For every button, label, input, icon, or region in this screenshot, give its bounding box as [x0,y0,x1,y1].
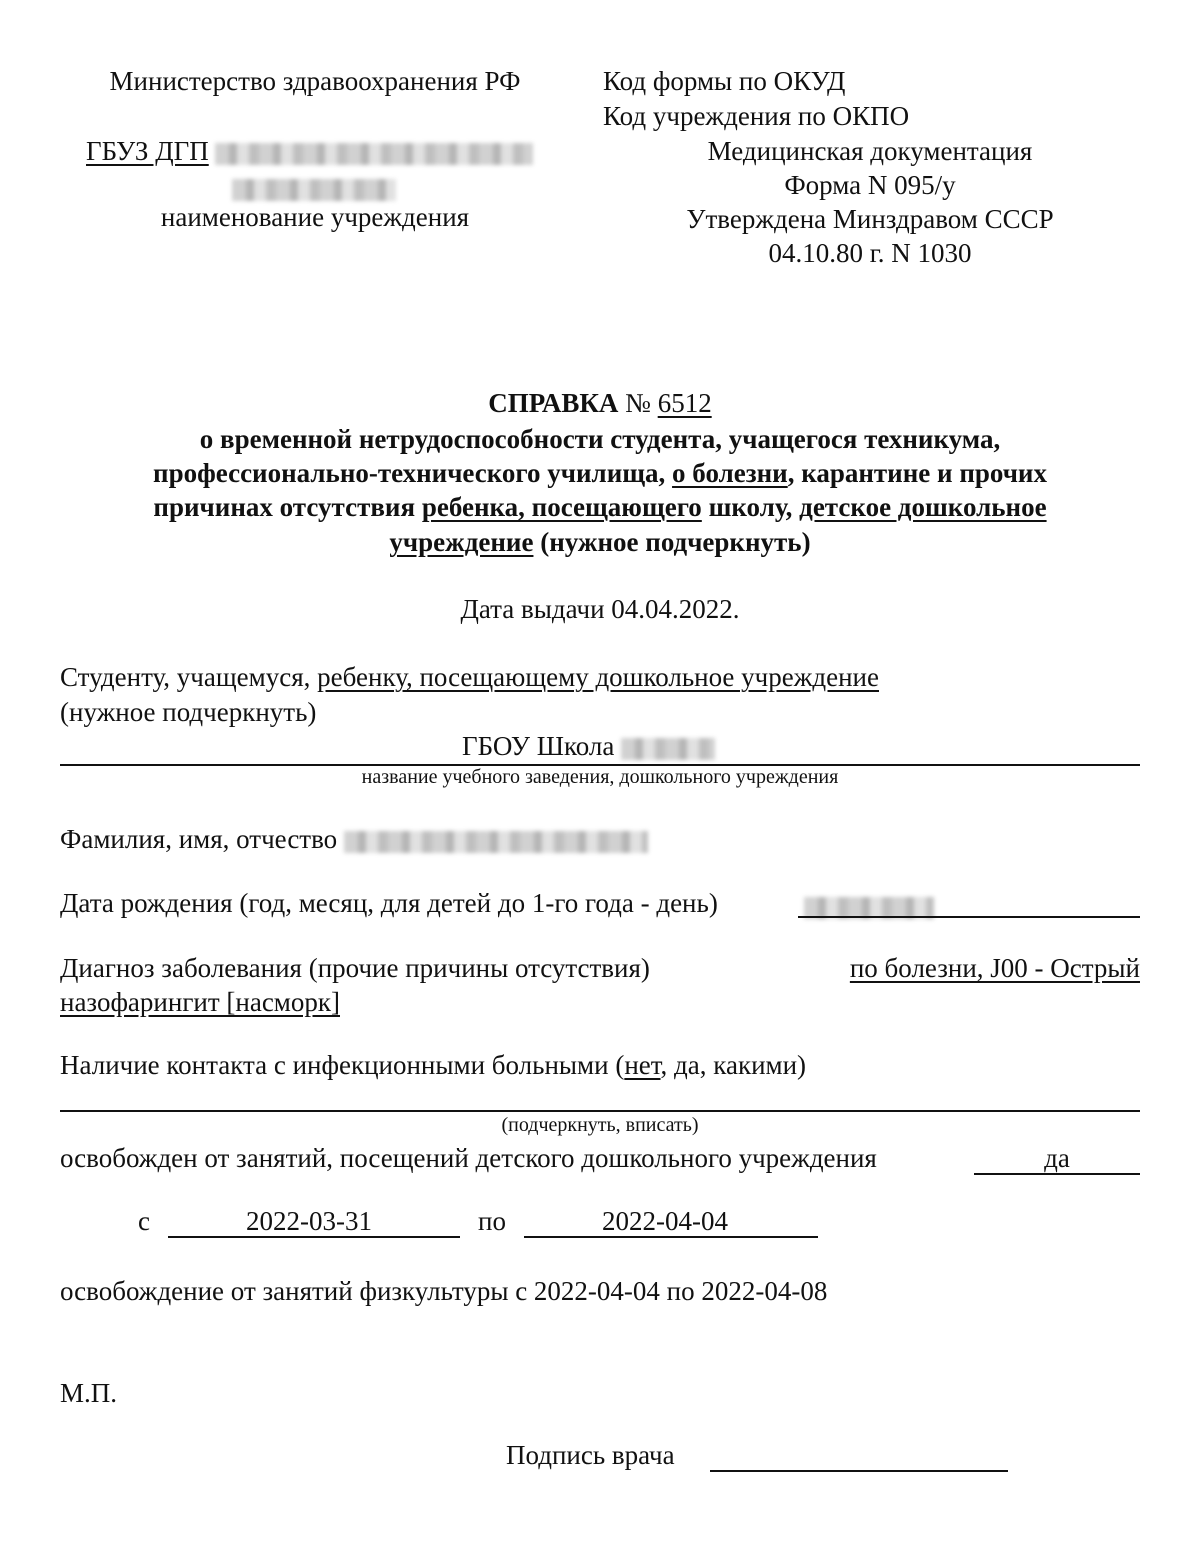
diagnosis-label: Диагноз заболевания (прочие причины отсутствия) [60,953,650,983]
title-line-4 [0,525,1200,560]
contact-no: нет [624,1050,661,1080]
exempt-label: освобожден от занятий, посещений детского дошкольного учреждения [60,1143,877,1173]
okpo-label: Код учреждения по ОКПО [603,101,910,131]
title-line4-institution: учреждение [389,527,534,557]
institution-name [86,136,533,167]
redacted-fio [344,831,648,853]
pe-exemption: освобождение от занятий физкультуры с 2022-04-04 по 2022-04-08 [60,1276,828,1306]
institution-caption: наименование учреждения [160,202,470,232]
exempt-to-field [524,1206,818,1238]
title-line3-child: ребенка, посещающего [421,492,702,522]
contact-label-b: , да, какими) [660,1050,807,1080]
contact-caption: (подчеркнуть, вписать) [501,1114,699,1136]
form-number: Форма N 095/у [784,170,956,200]
school-caption: название учебного заведения, дошкольного учреждения [361,766,839,788]
title-line3-preschool: детское дошкольное [799,492,1047,522]
approved-date: 04.10.80 г. N 1030 [768,238,972,268]
diagnosis-value-2: назофарингит [насморк] [60,987,340,1017]
institution-name-line2 [232,172,396,203]
school-prefix: ГБОУ Школа [462,731,615,761]
title-line4-note: (нужное подчеркнуть) [540,527,811,557]
contact-label-a: Наличие контакта с инфекционными больными ( [60,1050,625,1080]
redacted-institution [215,143,533,165]
approved-label: Утверждена Минздравом СССР [686,204,1054,234]
exempt-from-value [168,1206,460,1238]
recipient-line [60,662,879,693]
exempt-from-label: с [138,1206,150,1236]
fio-label: Фамилия, имя, отчество [60,824,338,854]
signature-line [710,1470,1008,1472]
title-line-3 [0,490,1200,525]
school-name [462,731,715,762]
diagnosis-value-1: по болезни, J00 - Острый [849,953,1140,983]
exempt-to-date: 2022-04-04 [602,1206,728,1236]
exempt-value-field [974,1143,1140,1175]
spravka-word: СПРАВКА [488,388,619,418]
recipient-note: (нужное подчеркнуть) [60,697,317,727]
okud-label: Код формы по ОКУД [603,66,846,96]
title-line3-school: школу, [708,492,793,522]
redacted-school-number [621,738,715,760]
exempt-from-date: 2022-03-31 [246,1206,372,1236]
document-title [0,386,1200,421]
redacted-institution-line2 [232,179,396,201]
birth-line [60,888,718,919]
recipient-type: ребенку, посещающему дошкольное учреждение [317,662,879,692]
ministry-name: Министерство здравоохранения РФ [109,66,521,96]
signature-label: Подпись врача [506,1440,675,1470]
title-line2-c: , карантине и прочих [787,458,1047,488]
issue-date: Дата выдачи 04.04.2022. [460,594,740,624]
exempt-value: да [974,1143,1140,1175]
exempt-to-value [524,1206,818,1238]
birth-underline [798,916,1140,918]
title-line2-a: профессионально-технического училища, [153,458,666,488]
med-doc-label: Медицинская документация [707,136,1033,166]
institution-prefix: ГБУЗ ДГП [86,136,209,166]
title-line2-illness: о болезни [672,458,788,488]
stamp-label: М.П. [60,1378,118,1408]
exempt-to-label: по [478,1206,506,1236]
title-line3-a: причинах отсутствия [153,492,416,522]
number-sign: № [625,388,651,418]
recipient-prefix: Студенту, учащемуся, [60,662,311,692]
birth-label: Дата рождения (год, месяц, для детей до 1-го года - день) [60,888,718,918]
spravka-number: 6512 [657,388,712,418]
title-line-2 [0,456,1200,491]
contact-underline [60,1110,1140,1112]
exempt-from-field [168,1206,460,1238]
title-line-1: о временной нетрудоспособности студента, учащегося техникума, [199,424,1001,454]
fio-line [60,824,648,855]
contact-line [60,1050,806,1081]
